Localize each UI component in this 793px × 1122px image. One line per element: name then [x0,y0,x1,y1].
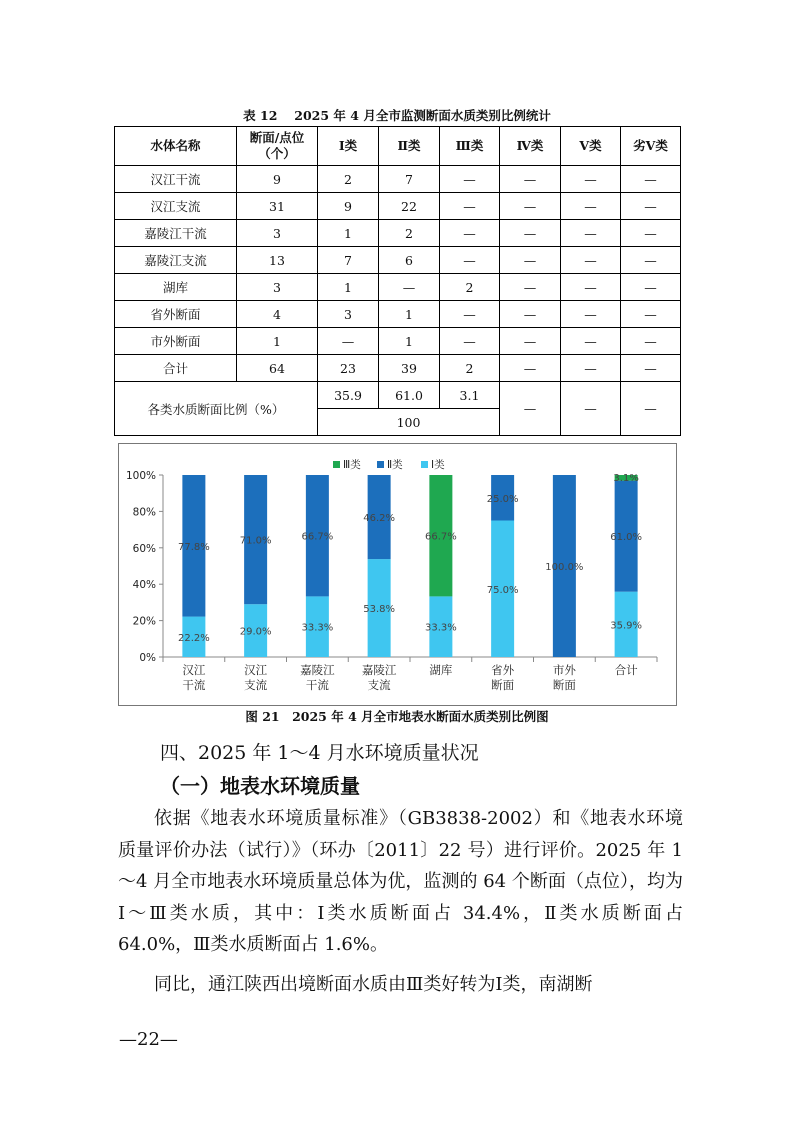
table-cell: — [561,220,621,247]
data-label: 25.0% [486,493,519,505]
table-cell: 3 [237,220,318,247]
ratio-cell: 3.1 [440,382,500,409]
table-cell: 23 [318,355,379,382]
data-label: 75.0% [486,584,519,596]
table-cell: — [621,220,681,247]
table-cell: 6 [379,247,440,274]
table-cell: — [440,166,500,193]
table-row [115,355,681,382]
table-cell: 2 [440,355,500,382]
x-tick-label: 干流 [305,678,329,692]
x-tick-label: 断面 [491,678,515,692]
table-cell: 13 [237,247,318,274]
table-cell: 7 [379,166,440,193]
table-row [115,274,681,301]
table-cell: 2 [440,274,500,301]
y-tick-label: 100% [125,470,156,482]
table-row [115,301,681,328]
legend-swatch [377,461,384,468]
data-label: 71.0% [239,535,272,547]
table-cell: — [440,328,500,355]
table-row [115,247,681,274]
table-caption: 表 12 2025 年 4 月全市监测断面水质类别比例统计 [243,108,551,123]
table-cell: — [440,193,500,220]
col-header: Ⅲ类 [440,127,500,166]
chart-caption: 图 21 2025 年 4 月全市地表水断面水质类别比例图 [245,709,549,724]
data-label: 61.0% [610,532,643,544]
table-cell: — [621,355,681,382]
col-header: Ⅱ类 [379,127,440,166]
table-cell: 1 [379,328,440,355]
legend-label: Ⅱ类 [387,459,403,471]
row-label: 湖库 [115,274,237,301]
legend-swatch [421,461,428,468]
col-header: 断面/点位（个） [237,127,318,166]
x-tick-label: 断面 [552,678,576,692]
table-cell: 3 [318,301,379,328]
col-header: Ⅳ类 [500,127,561,166]
table-cell: 7 [318,247,379,274]
x-tick-label: 支流 [244,678,268,692]
data-label: 66.7% [424,531,457,543]
x-tick-label: 湖库 [429,663,453,677]
ratio-cell: — [500,382,561,436]
row-label: 嘉陵江支流 [115,247,237,274]
col-header: 劣Ⅴ类 [621,127,681,166]
row-label: 汉江支流 [115,193,237,220]
row-label: 合计 [115,355,237,382]
table-cell: 22 [379,193,440,220]
table-cell: — [500,301,561,328]
table-cell: 1 [318,274,379,301]
table-cell: — [500,166,561,193]
x-tick-label: 省外 [491,663,515,677]
table-cell: — [621,166,681,193]
table-cell: — [561,355,621,382]
x-tick-label: 支流 [367,678,391,692]
ratio-cell: — [621,382,681,436]
ratio-label: 各类水质断面比例（%） [115,382,318,436]
section-subtitle: （一）地表水环境质量 [160,774,360,798]
table-header-row [115,127,681,166]
row-label: 汉江干流 [115,166,237,193]
row-label: 嘉陵江干流 [115,220,237,247]
table-cell: — [379,274,440,301]
table-cell: — [621,274,681,301]
table-cell: — [621,193,681,220]
stacked-bar-chart [119,444,676,705]
data-label: 35.9% [610,620,643,632]
col-header: Ⅴ类 [561,127,621,166]
water-quality-table [114,126,681,436]
chart-frame [118,443,677,706]
y-tick-label: 40% [132,579,156,592]
paragraph: 依据《地表水环境质量标准》（GB3838-2002）和《地表水环境质量评价办法（试行）》（环办〔2011〕22 号）进行评价。2025 年 1～4 月全市地表水环境质量总体为优，监测的 64 个断面（点位），均为Ⅰ～Ⅲ类水质，其中：Ⅰ类水质断面占 34.4%，Ⅱ类水质断面占 64.0%，Ⅲ类水质断面占 1.6%。 [118,808,683,955]
table-cell: 31 [237,193,318,220]
table-cell: — [500,247,561,274]
table-cell: 64 [237,355,318,382]
x-tick-label: 嘉陵江 [300,663,335,677]
table-cell: — [561,193,621,220]
table-cell: 39 [379,355,440,382]
data-label: 77.8% [177,541,210,553]
table-cell: — [440,247,500,274]
table-cell: 2 [379,220,440,247]
table-cell: — [440,301,500,328]
x-tick-label: 汉江 [244,663,268,677]
table-row [115,193,681,220]
x-tick-label: 汉江 [182,663,206,677]
ratio-cell: 61.0 [379,382,440,409]
table-cell: — [621,301,681,328]
ratio-cell: 35.9 [318,382,379,409]
data-label: 33.3% [301,622,334,634]
legend-label: Ⅲ类 [343,459,361,471]
y-tick-label: 20% [132,615,156,628]
data-label: 33.3% [424,622,457,634]
data-label: 22.2% [177,632,210,644]
table-cell: — [500,193,561,220]
x-tick-label: 合计 [614,663,638,677]
ratio-row [115,382,681,409]
row-label: 省外断面 [115,301,237,328]
data-label: 100.0% [545,562,584,573]
table-row [115,220,681,247]
table-cell: — [561,247,621,274]
y-tick-label: 60% [132,542,156,555]
table-row [115,328,681,355]
page-number: —22— [119,1029,178,1050]
ratio-total: 100 [318,409,500,436]
table-cell: 1 [237,328,318,355]
table-cell: 1 [318,220,379,247]
table-cell: — [561,301,621,328]
table-cell: — [561,166,621,193]
table-cell: 3 [237,274,318,301]
y-tick-label: 0% [139,652,156,664]
data-label: 66.7% [301,531,334,543]
table-cell: 2 [318,166,379,193]
table-cell: — [621,328,681,355]
data-label: 53.8% [363,604,396,616]
table-cell: — [561,274,621,301]
paragraph: 同比，通江陕西出境断面水质由Ⅲ类好转为Ⅰ类，南湖断 [154,974,593,995]
x-tick-label: 市外 [552,663,576,677]
legend-swatch [333,461,340,468]
table-cell: 1 [379,301,440,328]
col-header: Ⅰ类 [318,127,379,166]
data-label: 46.2% [363,513,396,525]
x-tick-label: 干流 [182,678,206,692]
section-title: 四、2025 年 1～4 月水环境质量状况 [160,742,479,764]
table-cell: — [621,247,681,274]
col-header: 水体名称 [115,127,237,166]
y-tick-label: 80% [132,506,156,519]
table-cell: — [500,274,561,301]
table-cell: — [500,328,561,355]
table-cell: 9 [237,166,318,193]
table-row [115,166,681,193]
data-label: 3.1% [613,473,639,484]
table-cell: — [500,355,561,382]
data-label: 29.0% [239,626,272,638]
table-cell: — [318,328,379,355]
table-cell: 9 [318,193,379,220]
row-label: 市外断面 [115,328,237,355]
ratio-cell: — [561,382,621,436]
table-cell: — [500,220,561,247]
legend-label: Ⅰ类 [431,459,445,471]
x-tick-label: 嘉陵江 [361,663,397,677]
table-cell: — [561,328,621,355]
table-cell: 4 [237,301,318,328]
table-cell: — [440,220,500,247]
